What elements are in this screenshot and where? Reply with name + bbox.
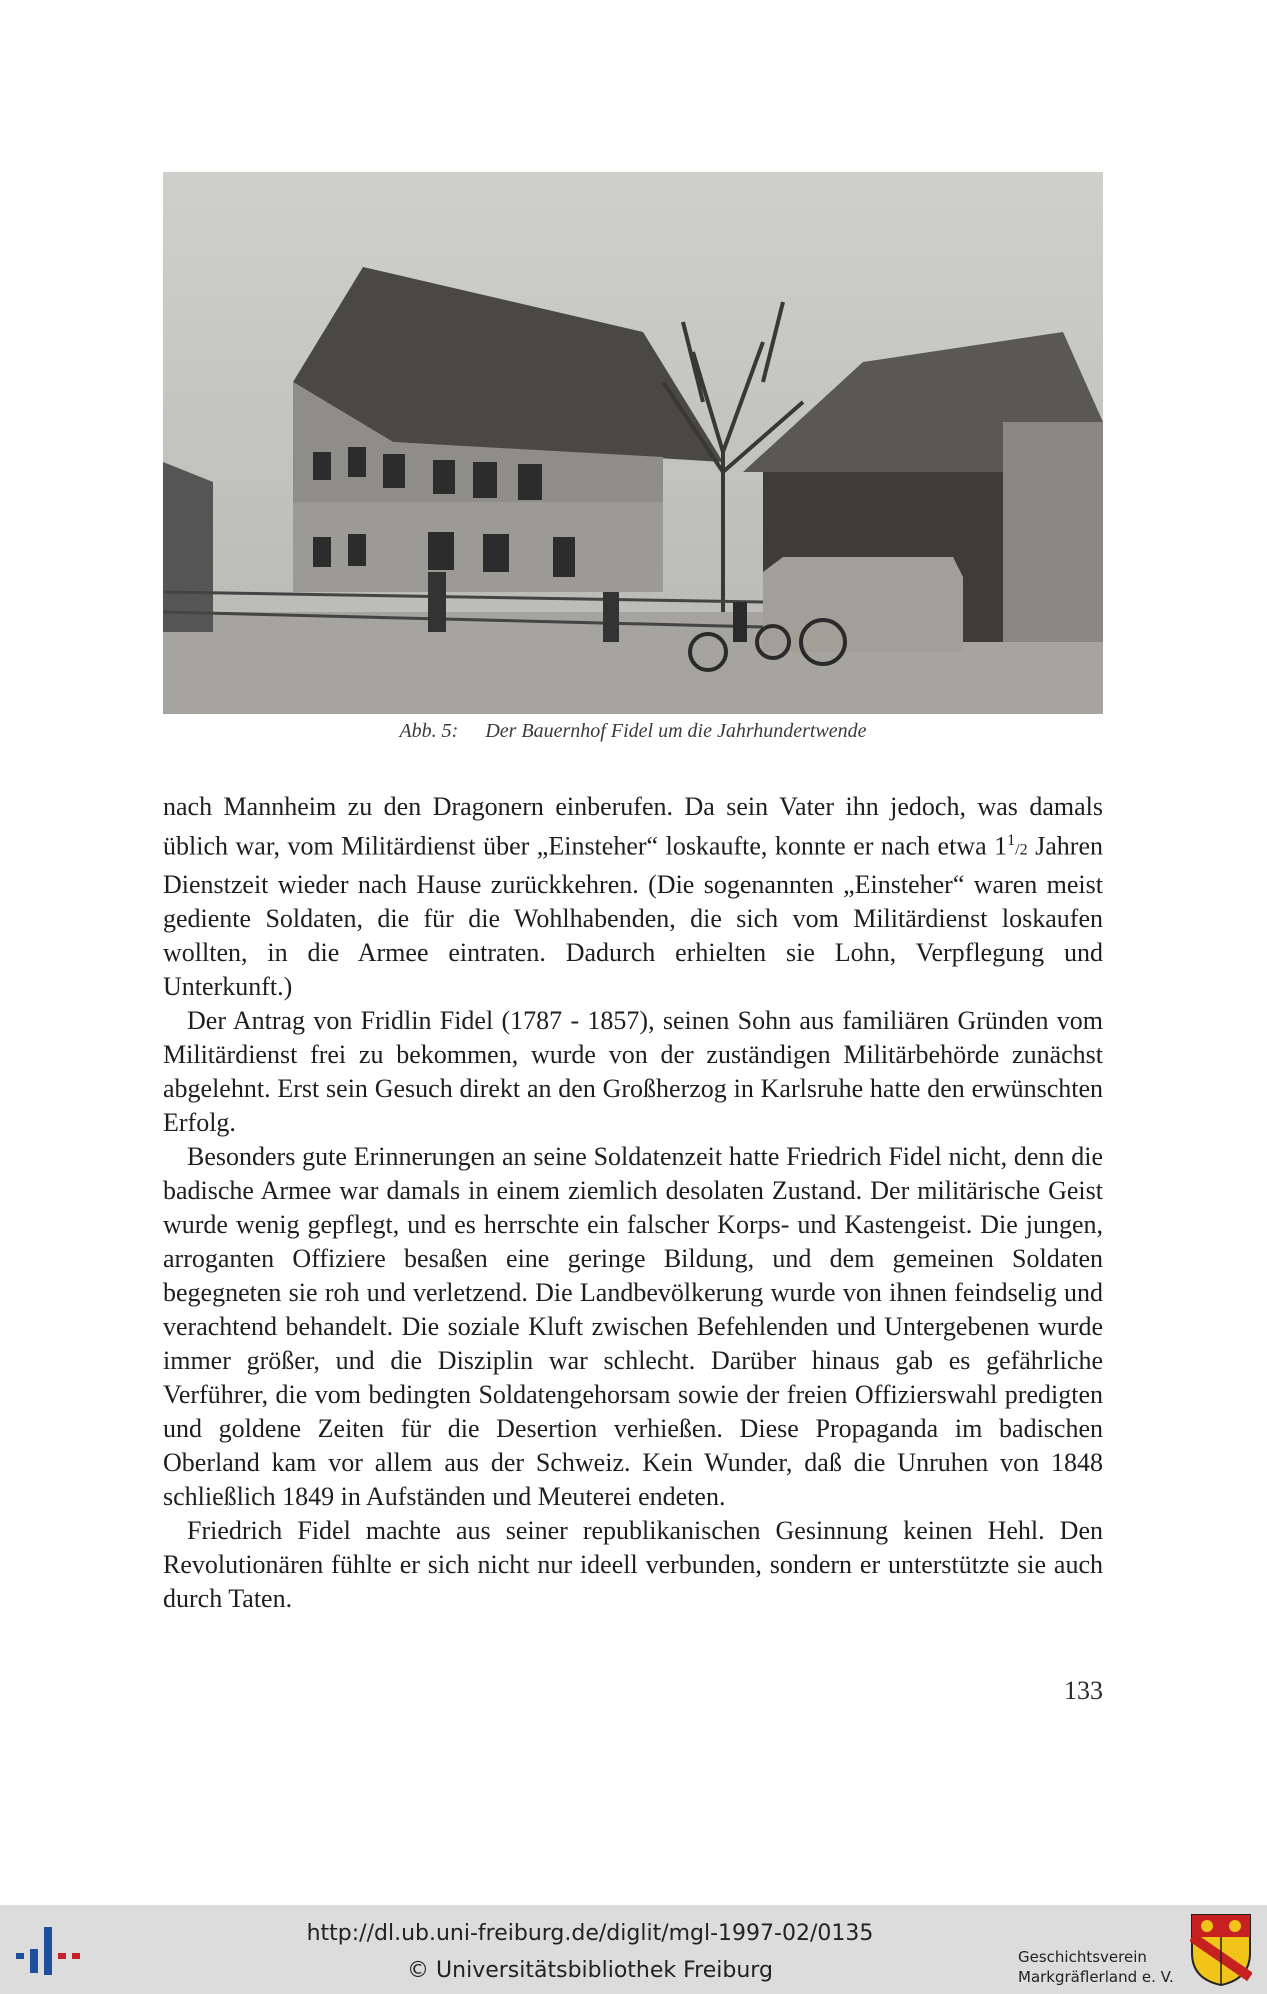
society-name-line-1: Geschichtsverein [1018,1948,1147,1966]
figure-caption-text: Der Bauernhof Fidel um die Jahrhundertwende [485,720,867,742]
paragraph-3: Besonders gute Erinnerungen an seine Soldatenzeit hatte Friedrich Fidel nicht, denn die badische Armee war damals in einem ziemlich desolaten Zustand. Der militärische Geist wurde wenig gepflegt, und es herrschte ein falscher Korps- und Kastengeist. Die jungen, arroganten Offiziere besaßen eine geringe Bildung, und dem gemeinen Soldaten begegneten sie roh und verletzend. Die Landbevölkerung wurde von ihnen feindselig und verachtend behandelt. Die soziale Kluft zwischen Befehlenden und Untergebenen wurde immer größer, und die Disziplin war schlecht. Darüber hinaus gab es gefährliche Verführer, die vom bedingten Soldatengehorsam sowie der freien Offizierswahl predigten und goldene Zeiten für die Desertion verhießen. Diese Propaganda im badischen Oberland kam vor allem aus der Schweiz. Kein Wunder, daß die Unruhen von 1848 schließlich 1849 in Aufständen und Meuterei endeten. [163,1141,1103,1511]
paragraph-1-text: nach Mannheim zu den Dragonern einberufen. Da sein Vater ihn jedoch, was damals üblich war, vom Militärdienst über „Einsteher“ loskaufte, konnte er nach etwa 1 [163,792,1103,861]
article-body [163,790,1103,1616]
coat-of-arms-icon[interactable] [1190,1913,1252,1987]
fraction-numerator: 1 [1007,832,1016,849]
copyright-text: © Universitätsbibliothek Freiburg [407,1958,773,1983]
document-url-link[interactable]: http://dl.ub.uni-freiburg.de/diglit/mgl-1997-02/0135 [306,1921,874,1946]
figure-caption [163,720,1103,743]
page-number: 133 [1064,1676,1103,1705]
paragraph-1-rest: Jahren Dienstzeit wieder nach Hause zurückkehren. (Die sogenannten „Einsteher“ waren meist gediente Soldaten, die für die Wohlhabenden, die sich vom Militärdienst loskaufen wollten, in die Armee eintraten. Dadurch erhielten sie Lohn, Verpflegung und Unterkunft.) [163,831,1103,1001]
fraction-denominator: /2 [1015,841,1028,859]
paragraph-4: Friedrich Fidel machte aus seiner republikanischen Gesinnung keinen Hehl. Den Revolutionären fühlte er sich nicht nur ideell verbunden, sondern er unterstützte sie auch durch Taten. [163,1515,1103,1613]
ub-freiburg-logo-icon[interactable] [14,1919,82,1983]
paragraph-1 [163,790,1103,1004]
footer-bar [0,1905,1267,1994]
society-name-line-2: Markgräflerland e. V. [1018,1968,1174,1986]
society-name [1018,1947,1188,1987]
figure-label: Abb. 5: [399,720,459,742]
paragraph-2: Der Antrag von Fridlin Fidel (1787 - 1857), seinen Sohn aus familiären Gründen vom Militärdienst frei zu bekommen, wurde von der zuständigen Militärbehörde zunächst abgelehnt. Erst sein Gesuch direkt an den Großherzog in Karlsruhe hatte den erwünschten Erfolg. [163,1005,1103,1137]
farmhouse-photo [163,172,1103,714]
